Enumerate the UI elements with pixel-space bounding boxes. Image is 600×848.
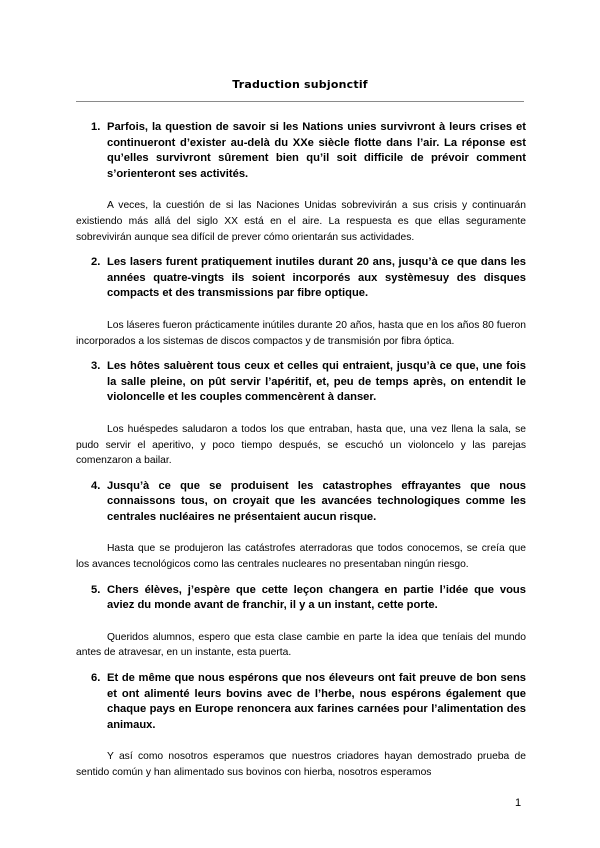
spanish-translation: Hasta que se produjeron las catástrofes aterradoras que todos conocemos, se creía que los avances tecnológicos como las centrales nucleares no presentaban ningún riesgo. — [76, 543, 526, 571]
list-item — [76, 255, 526, 349]
spanish-translation: Los láseres fueron prácticamente inútiles durante 20 años, hasta que en los años 80 fueron incorporados a los sistemas de discos compactos y de transmisión por fibra óptica. — [76, 319, 526, 347]
spanish-translation: A veces, la cuestión de si las Naciones Unidas sobrevivirán a sus crisis y continuarán existiendo más allá del siglo XX está en el aire. La respuesta es que ellas seguramente sobrevivirán aunque sea difícil de prever cómo orientarán sus actividades. — [76, 200, 526, 243]
item-number: 1. — [91, 121, 101, 133]
french-text: Parfois, la question de savoir si les Nations unies survivront à leurs crises et continueront d’exister au-delà du XXe siècle flotte dans l’air. La réponse est qu’elles survivront sûrement bien qu’il soit difficile de prévoir comment s’orienteront ses activités. — [107, 121, 526, 180]
french-sentence — [76, 583, 526, 614]
item-number: 2. — [91, 256, 101, 269]
page-number: 1 — [515, 797, 522, 809]
list-item — [76, 120, 526, 245]
item-number: 6. — [91, 672, 101, 685]
page-title: Traduction subjonctif — [232, 78, 368, 91]
french-text: Les lasers furent pratiquement inutiles durant 20 ans, jusqu’à ce que dans les années quatre-vingts ils soient incorporés aux systèmesuy des disques compacts et des transmissions par fibre optique. — [107, 256, 526, 300]
spanish-translation: Y así como nosotros esperamos que nuestros criadores hayan demostrado prueba de sentido común y han alimentado sus bovinos con hierba, nosotros esperamos — [76, 751, 526, 778]
french-sentence — [76, 120, 526, 182]
french-sentence — [76, 671, 526, 733]
french-text: Les hôtes saluèrent tous ceux et celles qui entraient, jusqu’à ce que, une fois la salle pleine, on pût servir l’apéritif, et, peu de temps après, on entendit le violoncelle et les couples commencèrent à danser. — [107, 360, 526, 404]
list-item — [76, 359, 526, 469]
list-item — [76, 583, 526, 661]
spanish-translation: Queridos alumnos, espero que esta clase cambie en parte la idea que teníais del mundo antes de atravesar, en un instante, esta puerta. — [76, 631, 526, 659]
french-text: Et de même que nous espérons que nos éleveurs ont fait preuve de bon sens et ont alimenté leurs bovins avec de l’herbe, nous espérons également que chaque pays en Europe renoncera aux farines carnées pour l’alimentation des animaux. — [107, 672, 526, 731]
french-sentence — [76, 479, 526, 526]
french-sentence — [76, 255, 526, 302]
french-text: Chers élèves, j’espère que cette leçon changera en partie l’idée que vous aviez du monde avant de franchir, il y a un instant, cette porte. — [107, 583, 526, 612]
list-item — [76, 671, 526, 781]
french-text: Jusqu’à ce que se produisent les catastrophes effrayantes que nous connaissons tous, on croyait que les avancées technologiques comme les centrales nucléaires ne présentaient aucun risque. — [107, 479, 526, 523]
list-item — [76, 479, 526, 573]
item-number: 3. — [91, 360, 101, 373]
spanish-translation: Los huéspedes saludaron a todos los que entraban, hasta que, una vez llena la sala, se pudo servir el aperitivo, y poco tiempo después, se escuchó un violoncelo y las parejas comenzaron a bailar. — [76, 423, 526, 467]
item-number: 5. — [91, 583, 101, 596]
title-divider — [76, 101, 524, 102]
french-sentence — [76, 359, 526, 406]
document-body — [76, 120, 526, 791]
item-number: 4. — [91, 479, 101, 492]
